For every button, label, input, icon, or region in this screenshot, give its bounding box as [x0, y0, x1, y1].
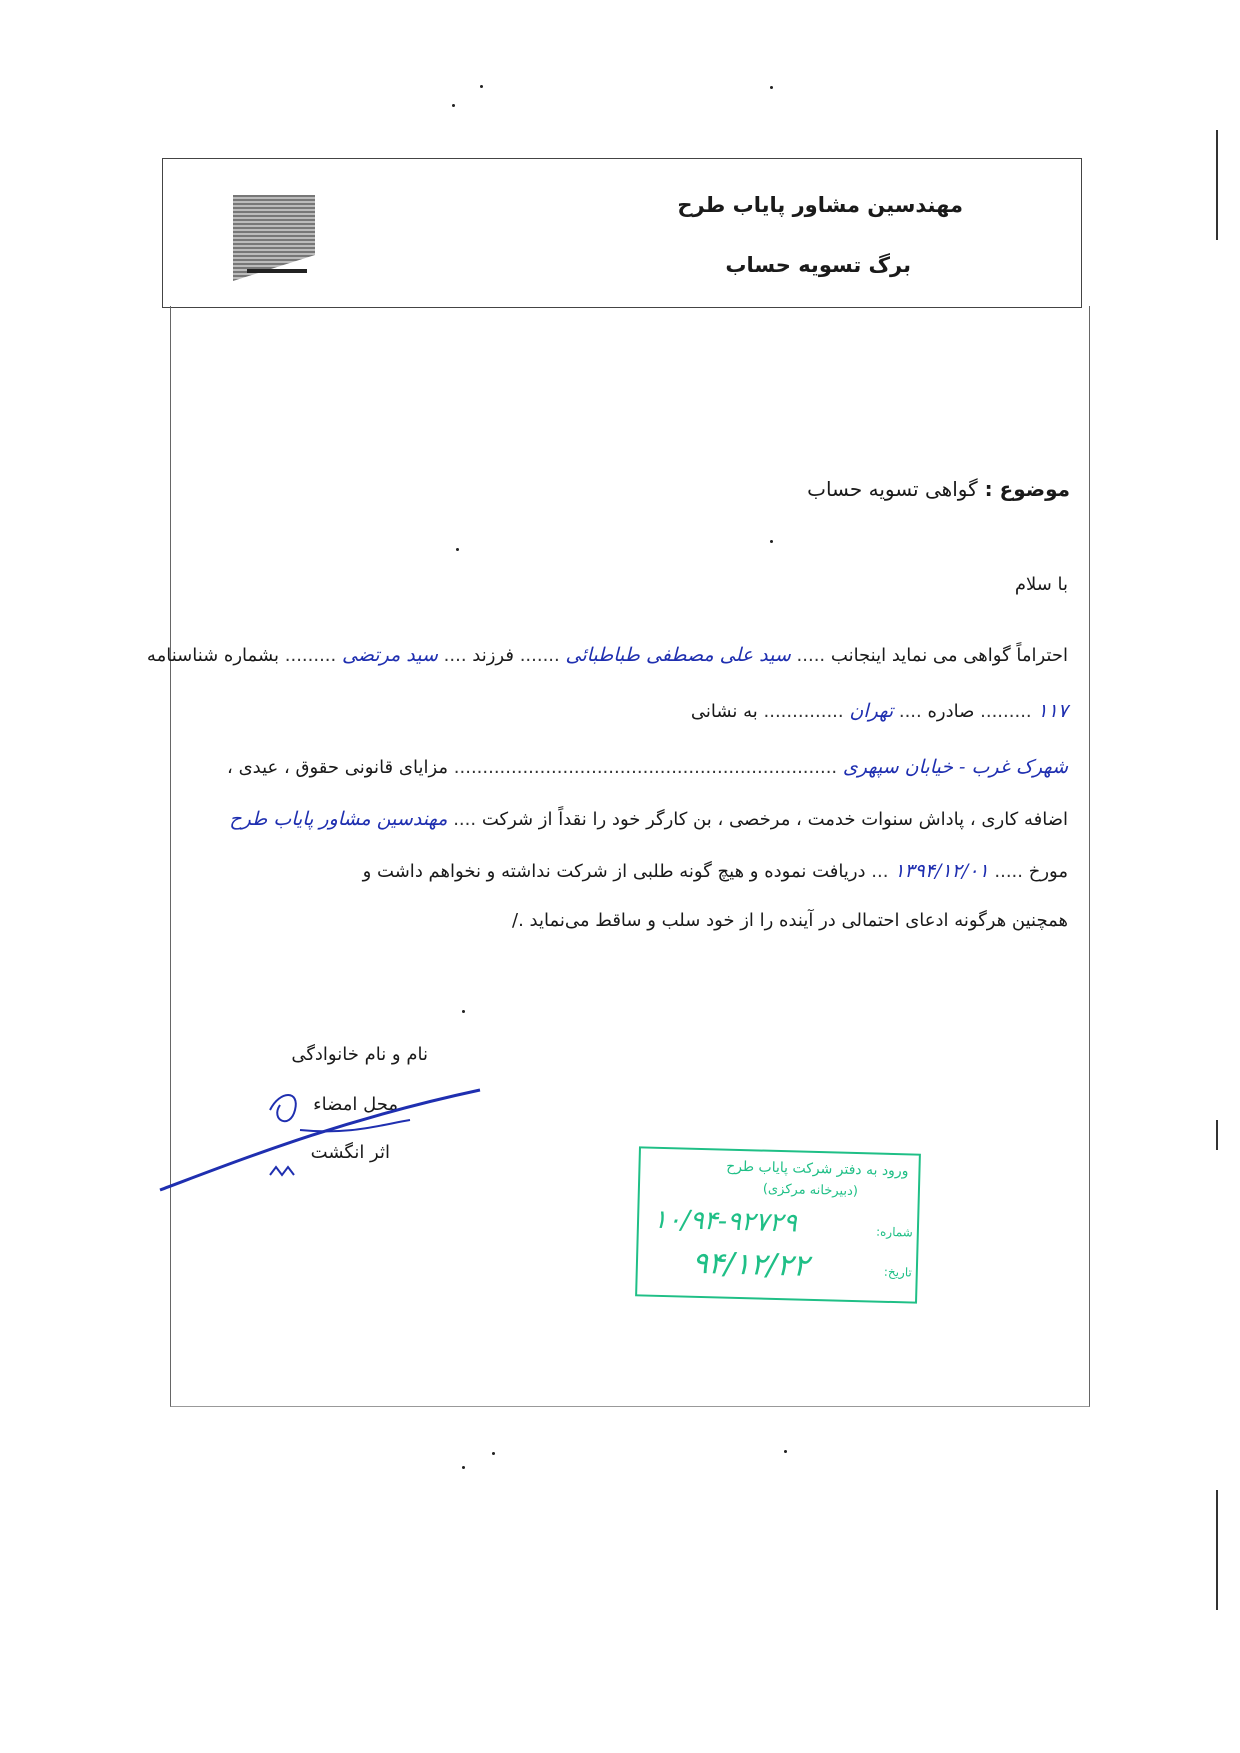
- certificate-text: صادره: [927, 701, 975, 722]
- scan-speck: [492, 1452, 495, 1455]
- settlement-date-handwritten: ۱۳۹۴/۱۲/۰۱: [894, 860, 989, 882]
- stamp-date-label: تاریخ:: [883, 1264, 912, 1280]
- certificate-text: اضافه کاری ، پاداش سنوات خدمت ، مرخصی ، بن کارگر خود را نقداً از شرکت: [481, 809, 1068, 830]
- id-number-handwritten: ۱۱۷: [1037, 700, 1068, 722]
- company-logo: [233, 195, 315, 281]
- subject-value: گواهی تسویه حساب: [807, 477, 978, 501]
- certificate-line-2: ۱۱۷ ......... صادره .... تهران .............. به نشانی: [690, 700, 1068, 722]
- scan-edge-line: [1216, 130, 1218, 240]
- scan-edge-line: [1216, 1120, 1218, 1150]
- scan-speck: [480, 85, 483, 88]
- certificate-text: دریافت نموده و هیچ گونه طلبی از شرکت نداشته و نخواهم داشت و: [362, 861, 866, 882]
- issue-place-handwritten: تهران: [849, 700, 894, 722]
- secretariat-stamp: [635, 1146, 921, 1303]
- form-title: برگ تسویه حساب: [725, 253, 911, 277]
- stamp-number-label: شماره:: [875, 1224, 914, 1240]
- subject-line: [807, 477, 1070, 501]
- certificate-text: بشماره شناسنامه: [146, 645, 280, 666]
- signature-label: محل امضاء: [313, 1094, 398, 1115]
- certificate-text: به نشانی: [690, 701, 758, 722]
- fingerprint-label: اثر انگشت: [310, 1142, 390, 1163]
- certificate-text: مورخ: [1028, 861, 1068, 882]
- certificate-text: مزایای قانونی حقوق ، عیدی ،: [227, 757, 449, 778]
- certificate-line-6: همچنین هرگونه ادعای احتمالی در آینده را از خود سلب و ساقط می‌نماید ./: [512, 910, 1068, 931]
- subject-label: موضوع :: [984, 477, 1070, 501]
- father-name-handwritten: سید مرتضی: [341, 644, 438, 666]
- scan-speck: [462, 1466, 465, 1469]
- person-name-handwritten: سید علی مصطفی طباطبائی: [565, 644, 791, 666]
- scan-edge-line: [1216, 1490, 1218, 1610]
- certificate-line-3: شهرک غرب - خیابان سپهری ................................................................... مزایای قانونی حقوق ، عیدی ،: [227, 756, 1068, 778]
- stamp-date-value: ۹۴/۱۲/۲۲: [691, 1245, 810, 1284]
- greeting: با سلام: [1014, 574, 1068, 595]
- certificate-line-1: احتراماً گواهی می نماید اینجانب ..... سید علی مصطفی طباطبائی ....... فرزند .... سید مرتضی ......... بشماره شناسنامه: [146, 644, 1068, 666]
- certificate-line-5: مورخ ..... ۱۳۹۴/۱۲/۰۱ ... دریافت نموده و هیچ گونه طلبی از شرکت نداشته و نخواهم داشت و: [362, 860, 1068, 882]
- scan-speck: [784, 1450, 787, 1453]
- letterhead-frame: [162, 158, 1082, 308]
- company-name: مهندسین مشاور پایاب طرح: [677, 193, 963, 217]
- handwritten-signature: [150, 1070, 490, 1200]
- address-handwritten: شهرک غرب - خیابان سپهری: [842, 756, 1068, 778]
- full-name-label: نام و نام خانوادگی: [291, 1044, 428, 1065]
- stamp-title: ورود به دفتر شرکت پایاب طرح: [725, 1158, 909, 1180]
- certificate-line-4: اضافه کاری ، پاداش سنوات خدمت ، مرخصی ، بن کارگر خود را نقداً از شرکت .... مهندسین مشاور پایاب طرح: [229, 808, 1068, 830]
- stamp-number-value: ۱۰/۹۴-۹۲۷۲۹: [652, 1204, 798, 1239]
- stamp-subtitle: (دبیرخانه مرکزی): [762, 1181, 859, 1200]
- certificate-text: فرزند: [472, 645, 514, 666]
- company-name-handwritten: مهندسین مشاور پایاب طرح: [229, 808, 448, 830]
- form-body-frame: [146, 306, 1090, 1407]
- scan-speck: [770, 86, 773, 89]
- scan-speck: [452, 104, 455, 107]
- certificate-text: احتراماً گواهی می نماید اینجانب: [830, 645, 1068, 666]
